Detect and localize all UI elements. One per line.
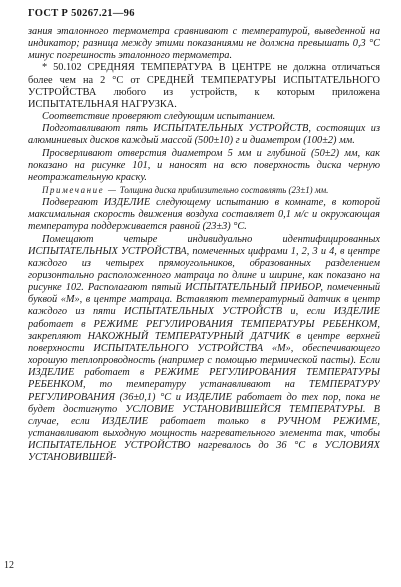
paragraph-5: Просверливают отверстия диаметром 5 мм и глубиной (50±2) мм, как показано на рисунке 101, и наносят на всю поверхность диска черную неотражательную краску. [28,147,380,183]
paragraph-6: Подвергают ИЗДЕЛИЕ следующему испытанию в комнате, в которой максимальная скорость движения воздуха составляет 0,1 м/с и окружающая температура поддерживается равной (23±3) °С. [28,197,380,233]
paragraph-4: Подготавливают пять ИСПЫТАТЕЛЬНЫХ УСТРОЙСТВ, состоящих из алюминиевых дисков каждый массой (500±10) г и диаметром (100±2) мм. [28,123,380,147]
paragraph-7: Помещают четыре индивидуально идентифицированных ИСПЫТАТЕЛЬНЫХ УСТРОЙСТВА, помеченных цифрами 1, 2, 3 и 4, в центре каждого из четырех прямоугольников, образованных разделением горизонтально расположенного матраца по длине и ширине, как показано на рисунке 102. Располагают пятый ИСПЫТАТЕЛЬНЫЙ ПРИБОР, помеченный буквой «М», в центре матраца. Вставляют температурный датчик в центр каждого из пяти ИСПЫТАТЕЛЬНЫХ УСТРОЙСТВ и, если ИЗДЕЛИЕ работает в РЕЖИМЕ РЕГУЛИРОВАНИЯ ТЕМПЕРАТУРЫ РЕБЕНКОМ, закрепляют НАКОЖНЫЙ ТЕМПЕРАТУРНЫЙ ДАТЧИК в центре верхней поверхности ИСПЫТАТЕЛЬНОГО УСТРОЙСТВА «М», обеспечивающего хорошую теплопроводность (например с помощью термической пасты). Если ИЗДЕЛИЕ работает в РЕЖИМЕ РЕГУЛИРОВАНИЯ ТЕМПЕРАТУРЫ РЕБЕНКОМ, то температуру устанавливают на ТЕМПЕРАТУРУ РЕГУЛИРОВАНИЯ (36±0,1) °С и ИЗДЕЛИЕ работает до тех пор, пока не будет достигнуто УСЛОВИЕ УСТАНОВИВШЕЙСЯ ТЕМПЕРАТУРЫ. В случае, если ИЗДЕЛИЕ работает только в РУЧНОМ РЕЖИМЕ, устанавливают выходную мощность нагревательного элемента так, чтобы ИСПЫТАТЕЛЬНОЕ УСТРОЙСТВО нагревалось до 36 °С в УСЛОВИЯХ УСТАНОВИВШЕЙ- [28,233,380,464]
document-page [28,8,380,583]
note-label: Примечание — [42,185,118,196]
document-header: ГОСТ Р 50267.21—96 [28,8,135,19]
paragraph-1: зания эталонного термометра сравнивают с температурой, выведенной на индикатор; разница между этими показаниями не должна превышать 0,3 °С минус погрешность эталонного термометра. [28,26,380,62]
paragraph-3: Соответствие проверяют следующим испытанием. [42,111,276,123]
note-text: Толщина диска приблизительно составлять (23±1) мм. [119,185,329,196]
paragraph-2: * 50.102 СРЕДНЯЯ ТЕМПЕРАТУРА В ЦЕНТРЕ не должна отличаться более чем на 2 °С от СРЕДНЕЙ ТЕМПЕРАТУРЫ ИСПЫТАТЕЛЬНОГО УСТРОЙСТВА любого из устройств, к которым приложена ИСПЫТАТЕЛЬНАЯ НАГРУЗКА. [28,62,380,110]
page-number: 12 [4,560,14,571]
note [28,185,380,196]
